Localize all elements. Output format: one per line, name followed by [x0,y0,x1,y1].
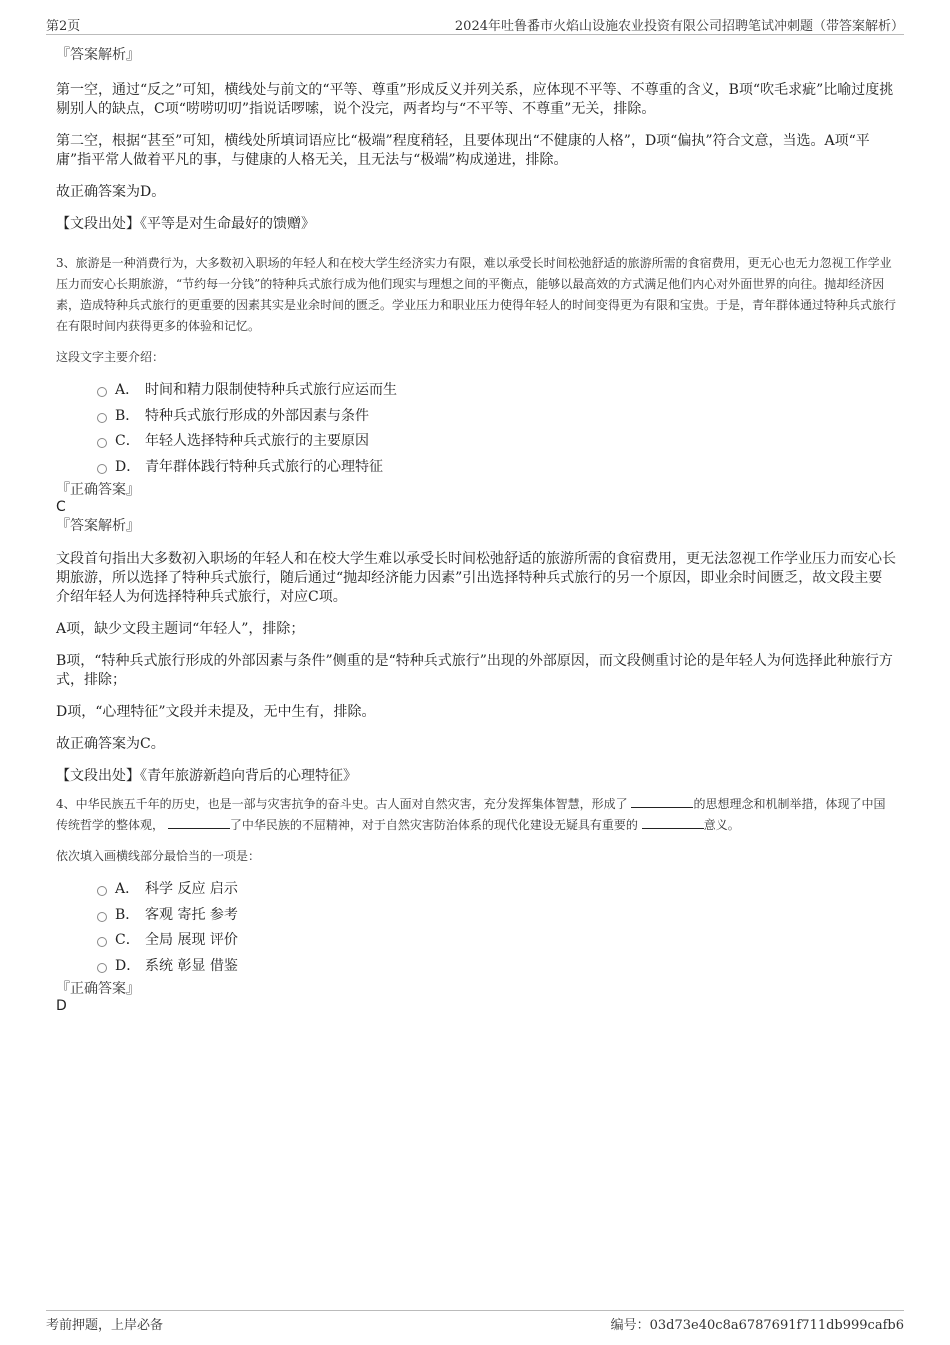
radio-button[interactable] [97,464,107,474]
option-letter: D． [115,957,141,974]
option-letter: B． [115,906,140,923]
option-text: 特种兵式旅行形成的外部因素与条件 [145,407,369,424]
q3-option-a[interactable] [56,379,896,405]
q3-stem: 3、旅游是一种消费行为，大多数初入职场的年轻人和在校大学生经济实力有限，难以承受长时间松弛舒适的旅游所需的食宿费用，更无心也无力忽视工作学业压力而安心长期旅游，“节约每一分钱”的特种兵式旅行成为他们现实与理想之间的平衡点，能够以最高效的方式满足他们内心对外面世界的向往。抛却经济因素，造成特种兵式旅行的更重要的因素其实是业余时间的匮乏。学业压力和职业压力使得年轻人的时间变得更为有限和宝贵。于是，青年群体通过特种兵式旅行在有限时间内获得更多的体验和记忆。 [56,256,897,333]
q3-question: 这段文字主要介绍： [56,350,165,364]
q4-stem-part4: 意义。 [703,818,740,832]
option-letter: B． [115,407,140,424]
page-content [56,46,896,1015]
radio-button[interactable] [97,387,107,397]
radio-button[interactable] [97,413,107,423]
option-text: 系统 彰显 借鉴 [145,957,238,974]
q4-question: 依次填入画横线部分最恰当的一项是： [56,849,261,863]
option-letter: C． [115,433,140,449]
q3-analysis-p1: 文段首句指出大多数初入职场的年轻人和在校大学生难以承受长时间松弛舒适的旅游所需的食宿费用，更无法忽视工作学业压力而安心长期旅游，所以选择了特种兵式旅行，随后通过“抛却经济能力因素”引出选择特种兵式旅行的另一个原因，即业余时间匮乏，故文段主要介绍年轻人为何选择特种兵式旅行，对应C项。 [56,551,896,605]
q2-conclusion: 故正确答案为D。 [56,184,166,200]
q4-stem [56,794,896,836]
q4-option-d[interactable] [56,955,896,981]
footer-slogan: 考前押题，上岸必备 [46,1318,164,1333]
option-text: 科学 反应 启示 [145,881,238,897]
q3-analysis-label: 『答案解析』 [56,518,140,534]
option-letter: D． [115,458,141,475]
option-letter: A． [115,382,140,398]
option-text: 客观 寄托 参考 [145,906,238,923]
q3-options [56,379,896,481]
page-number: 第2页 [46,19,81,34]
option-text: 时间和精力限制使特种兵式旅行应运而生 [145,382,397,398]
q4-answer-label: 『正确答案』 [56,981,140,997]
q3-source: 【文段出处】《青年旅游新趋向背后的心理特征》 [56,768,357,784]
blank-2 [168,816,230,829]
q2-analysis-p1: 第一空，通过“反之”可知，横线处与前文的“平等、尊重”形成反义并列关系，应体现不平等、不尊重的含义，B项“吹毛求疵”比喻过度挑剔别人的缺点，C项“唠唠叨叨”指说话啰嗦，说个没完，两者均与“不平等、不尊重”无关，排除。 [56,82,894,117]
q3-conclusion: 故正确答案为C。 [56,736,165,752]
q4-option-a[interactable] [56,878,896,904]
q3-answer-label: 『正确答案』 [56,482,140,498]
q3-analysis-p3: B项，“特种兵式旅行形成的外部因素与条件”侧重的是“特种兵式旅行”出现的外部原因，而文段侧重讨论的是年轻人为何选择此种旅行方式，排除； [56,653,893,688]
q4-stem-part1: 4、中华民族五千年的历史，也是一部与灾害抗争的奋斗史。古人面对自然灾害，充分发挥集体智慧，形成了 [56,797,628,811]
radio-button[interactable] [97,912,107,922]
q3-option-d[interactable] [56,456,896,482]
option-letter: C． [115,932,140,948]
q4-stem-part2: 的思想理念和机制举措，体现了中国传统哲学的整体观， [56,797,886,832]
q4-stem-part3: 了中华民族的不屈精神，对于自然灾害防治体系的现代化建设无疑具有重要的 [229,818,638,832]
q3-analysis-p2: A项，缺少文段主题词“年轻人”，排除； [56,621,305,637]
radio-button[interactable] [97,937,107,947]
q3-option-b[interactable] [56,405,896,431]
radio-button[interactable] [97,438,107,448]
radio-button[interactable] [97,963,107,973]
option-text: 青年群体践行特种兵式旅行的心理特征 [145,458,383,475]
page-footer [46,1310,904,1333]
radio-button[interactable] [97,886,107,896]
q2-source: 【文段出处】《平等是对生命最好的馈赠》 [56,216,315,232]
page-header [46,12,904,35]
q3-analysis-p4: D项，“心理特征”文段并未提及，无中生有，排除。 [56,704,376,720]
q4-options [56,878,896,980]
option-letter: A． [115,881,140,897]
q3-option-c[interactable] [56,430,896,456]
q4-option-b[interactable] [56,904,896,930]
option-text: 年轻人选择特种兵式旅行的主要原因 [145,433,369,449]
q2-analysis-label: 『答案解析』 [56,47,140,63]
q3-answer: C [56,499,66,515]
blank-3 [642,816,704,829]
q4-answer: D [56,998,67,1014]
q2-analysis-p2: 第二空，根据“甚至”可知，横线处所填词语应比“极端”程度稍轻，且要体现出“不健康的人格”，D项“偏执”符合文意，当选。A项“平庸”指平常人做着平凡的事，与健康的人格无关，且无法与“极端”构成递进，排除。 [56,133,870,168]
option-text: 全局 展现 评价 [145,932,238,948]
document-title: 2024年吐鲁番市火焰山设施农业投资有限公司招聘笔试冲刺题（带答案解析） [454,19,904,34]
document-code: 编号：03d73e40c8a6787691f711db999cafb6 [610,1318,904,1333]
q4-option-c[interactable] [56,929,896,955]
blank-1 [631,795,693,808]
